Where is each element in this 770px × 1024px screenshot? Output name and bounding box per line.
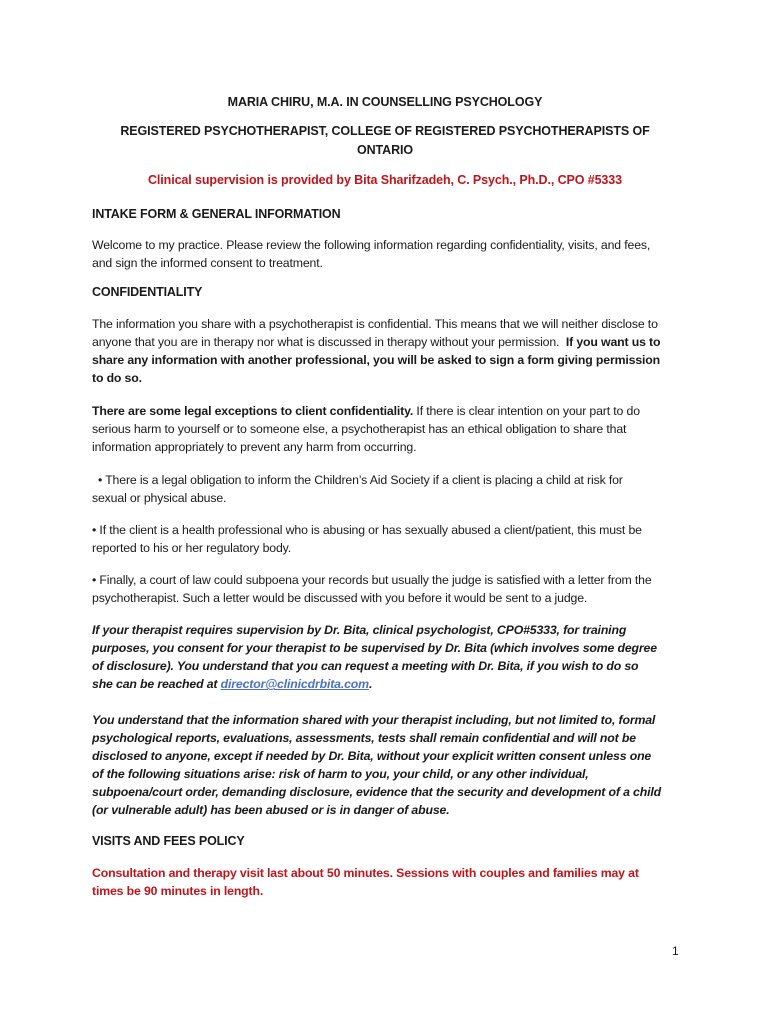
text-run: she can be reached at [92,677,221,691]
paragraph-line: of disclosure). You understand that you can request a meeting with Dr. Bita, if you wish to do so [92,659,639,673]
header-registration-cont: ONTARIO [356,143,413,157]
bold-run: There are some legal exceptions to client confidentiality. [92,404,414,418]
bullet-childrens-aid [92,471,692,507]
confidentiality-paragraph [92,315,692,387]
paragraph-line [92,675,692,693]
paragraph-line: subpoena/court order, demanding disclosure, evidence that the security and development of a child [92,785,661,799]
welcome-line: and sign the informed consent to treatment. [92,256,323,270]
paragraph-line: You understand that the information shared with your therapist including, but not limited to, formal [92,713,656,727]
paragraph-line: to do so. [92,371,142,385]
page-number: 1 [672,944,679,958]
bold-run: If you want us to [565,335,661,349]
paragraph-line: disclosed to anyone, except if needed by Dr. Bita, without your explicit written consent unless one [92,749,652,763]
welcome-line: Welcome to my practice. Please review the following information regarding confidentiality, visits, and fees, [92,238,651,252]
paragraph-line: times be 90 minutes in length. [92,884,264,898]
email-link[interactable]: director@clinicdrbita.com [220,677,369,691]
paragraph-line: If your therapist requires supervision by Dr. Bita, clinical psychologist, CPO#5333, for training [92,623,627,637]
text-run: If there is clear intention on your part to do [416,404,640,418]
bullet-line: sexual or physical abuse. [92,491,227,505]
bullet-line: • If the client is a health professional who is abusing or has sexually abused a client/patient, this must be [92,523,642,537]
paragraph-line: The information you share with a psychotherapist is confidential. This means that we will neither disclose to [92,317,658,331]
paragraph-line: serious harm to yourself or to someone else, a psychotherapist has an ethical obligation to share that [92,422,627,436]
paragraph-line: of the following situations arise: risk of harm to you, your child, or any other individual, [92,767,589,781]
understanding-paragraph [92,711,692,819]
confidentiality-title: CONFIDENTIALITY [92,285,203,299]
paragraph-line: Consultation and therapy visit last about 50 minutes. Sessions with couples and families may at [92,866,639,880]
bullet-line: • Finally, a court of law could subpoena your records but usually the judge is satisfied with a letter from the [92,573,652,587]
welcome-paragraph [92,236,692,272]
header-name: MARIA CHIRU, M.A. IN COUNSELLING PSYCHOLOGY [227,95,543,109]
visits-fees-title: VISITS AND FEES POLICY [92,834,245,848]
bullet-line: reported to his or her regulatory body. [92,541,291,555]
paragraph-line [92,333,692,351]
text-run: anyone that you are in therapy nor what is discussed in therapy without your permission. [92,335,560,349]
visits-paragraph [92,864,692,900]
supervision-note: Clinical supervision is provided by Bita Sharifzadeh, C. Psych., Ph.D., CPO #5333 [148,173,622,187]
paragraph-line: information appropriately to prevent any harm from occurring. [92,440,417,454]
paragraph-line: (or vulnerable adult) has been abused or is in danger of abuse. [92,803,450,817]
paragraph-line: purposes, you consent for your therapist to be supervised by Dr. Bita (which involves some degree [92,641,657,655]
supervision-consent-paragraph [92,621,692,693]
bullet-line: psychotherapist. Such a letter would be discussed with you before it would be sent to a judge. [92,591,588,605]
intake-title: INTAKE FORM & GENERAL INFORMATION [92,207,341,221]
legal-exceptions-paragraph [92,402,692,456]
bullet-health-professional [92,521,692,557]
paragraph-line: psychological reports, evaluations, assessments, tests shall remain confidential and will not be [92,731,636,745]
bullet-court-subpoena [92,571,692,607]
text-run: . [368,677,373,691]
paragraph-line: share any information with another professional, you will be asked to sign a form giving permission [92,353,660,367]
bullet-line: • There is a legal obligation to inform the Children’s Aid Society if a client is placing a child at risk for [98,473,623,487]
paragraph-line [92,402,692,420]
header-registration: REGISTERED PSYCHOTHERAPIST, COLLEGE OF REGISTERED PSYCHOTHERAPISTS OF [120,124,650,138]
